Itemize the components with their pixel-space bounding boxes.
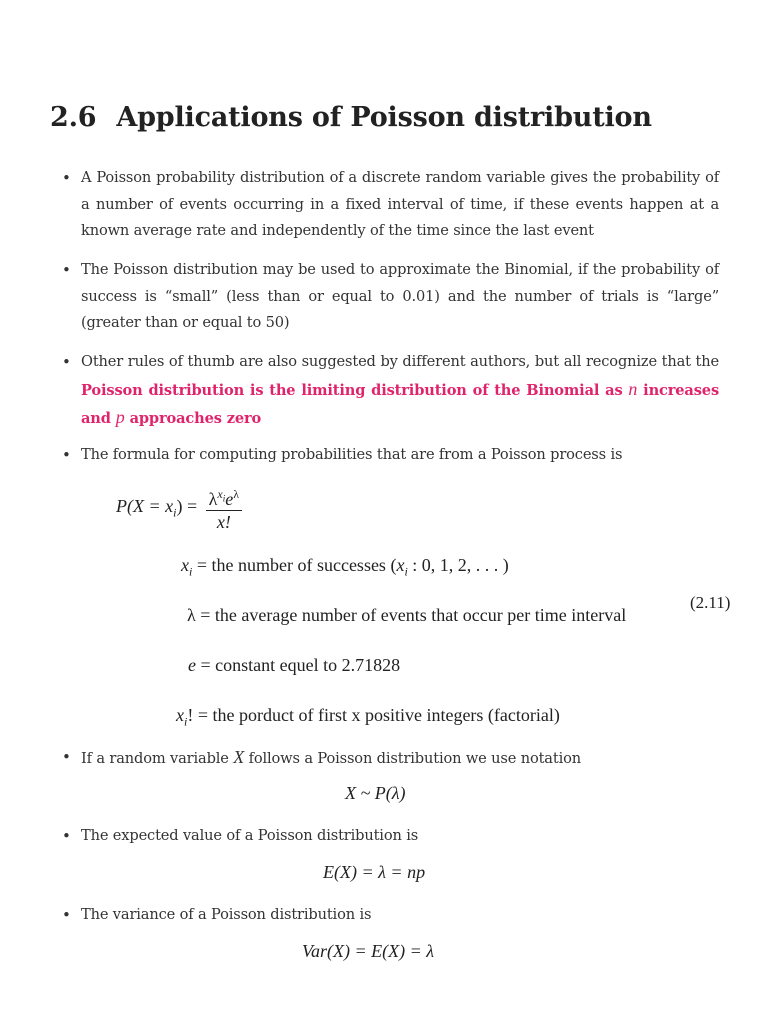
list-item-expected-value (81, 823, 719, 850)
definition-text: ! = the porduct of first x positive integers (factorial) (187, 705, 560, 725)
formula-fraction (206, 483, 242, 533)
exponent-x: x (217, 487, 223, 501)
bullet-marker: • (62, 446, 71, 464)
poisson-formula (116, 483, 242, 533)
list-item-variance (81, 902, 719, 929)
section-title: Applications of Poisson distribution (116, 102, 652, 133)
variable-n: n (628, 378, 638, 399)
list-item-formula-intro (81, 442, 719, 469)
variance-expression: Var(X) = E(X) = λ (302, 941, 435, 961)
highlight-text: and (81, 410, 111, 427)
fraction-numerator (206, 483, 242, 511)
variable-p: p (115, 407, 125, 427)
list-item-text: Other rules of thumb are also suggested by different authors, but all recognize that the (81, 353, 719, 370)
definition-lambda (187, 605, 626, 626)
symbol-e: e (188, 655, 196, 675)
formula-lhs: P(X = x (116, 496, 174, 517)
list-item-notation (81, 744, 719, 773)
section-number: 2.6 (50, 102, 97, 133)
symbol-lambda: λ (187, 605, 196, 625)
variable-X: X (233, 747, 245, 767)
variance-formula (302, 941, 434, 962)
list-item-text: follows a Poisson distribution we use notation (248, 750, 581, 767)
list-item-text: The formula for computing probabilities that are from a Poisson process is (81, 446, 623, 463)
formula-lhs-end: ) = (176, 496, 198, 517)
notation-formula (345, 783, 406, 804)
denominator-text: x! (216, 512, 231, 532)
formula-subscript: i (173, 505, 177, 520)
bullet-marker: • (62, 169, 71, 187)
list-item-text: The variance of a Poisson distribution is (81, 906, 372, 923)
list-item-text: The expected value of a Poisson distribution is (81, 827, 419, 844)
lambda-symbol: λ (208, 489, 218, 509)
symbol-x: x (176, 705, 184, 725)
e-exponent: λ (233, 487, 240, 501)
notation-expression: X ~ P(λ) (345, 783, 406, 803)
highlighted-statement (81, 378, 720, 428)
bullet-marker: • (62, 827, 71, 845)
symbol-subscript: i (189, 564, 193, 579)
bullet-marker: • (62, 261, 71, 279)
symbol-subscript: i (184, 714, 188, 729)
exponent-subscript: i (222, 493, 226, 504)
definition-factorial (176, 705, 560, 730)
highlight-text: increases (643, 381, 720, 399)
definition-text: = the number of successes ( (192, 555, 397, 575)
fraction-denominator (206, 511, 242, 533)
list-item-definition (81, 165, 719, 245)
definition-text: = the average number of events that occur per time interval (195, 605, 627, 625)
definition-text: : 0, 1, 2, . . . ) (407, 555, 509, 575)
list-item-rules-of-thumb (81, 349, 719, 433)
definition-text: = constant equel to 2.71828 (196, 655, 401, 675)
equation-number: (2.11) (690, 593, 731, 612)
highlight-text: Poisson distribution is the limiting distribution of the Binomial as (81, 381, 623, 399)
expected-value-formula (323, 862, 425, 883)
list-item-text: The Poisson distribution may be used to approximate the Binomial, if the probability of success is “small” (less than or equal to 0.01) and the number of trials is “large” (greater than or equal to 50) (81, 261, 719, 331)
symbol-x: x (181, 555, 189, 575)
highlight-text: approaches zero (129, 410, 262, 427)
definition-e (188, 655, 400, 676)
list-item-text: A Poisson probability distribution of a discrete random variable gives the probability of a number of events occurring in a fixed interval of time, if these events happen at a known average rate and independently of the time since the last event (81, 169, 719, 239)
bullet-marker: • (62, 906, 71, 924)
e-symbol: e (225, 489, 234, 509)
list-item-approximation (81, 257, 719, 337)
expected-value-expression: E(X) = λ = np (323, 862, 426, 882)
bullet-marker: • (62, 748, 71, 766)
bullet-marker: • (62, 353, 71, 371)
definition-xi: $x_i$ = the number of successes ($x_i$ : 0, 1, 2, . . . ) (181, 555, 509, 579)
section-heading (50, 98, 652, 138)
list-item-text: If a random variable (81, 750, 229, 767)
